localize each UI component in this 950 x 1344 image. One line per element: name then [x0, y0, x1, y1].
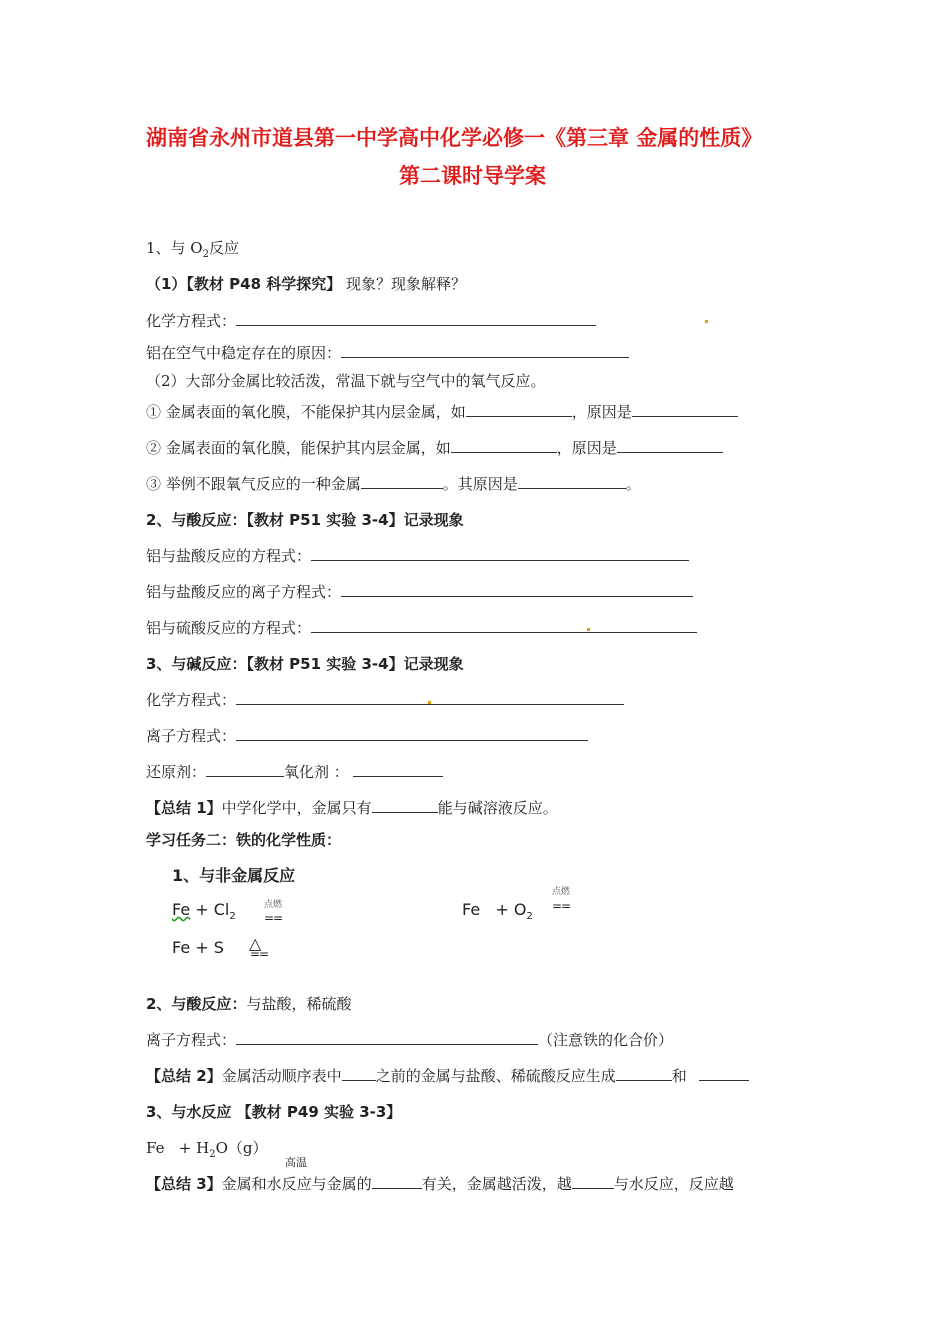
s1-heading — [146, 237, 239, 260]
answer-blank[interactable] — [699, 1066, 749, 1081]
fe-cl2-sub: 2 — [229, 911, 236, 923]
eq-sign-2: == — [552, 899, 571, 913]
s1-item2-b: ，原因是 — [556, 439, 617, 457]
s2-l2 — [146, 581, 693, 602]
s1-item1-a: ① 金属表面的氧化膜，不能保护其内层金属，如 — [146, 403, 466, 421]
fe-h2o-equation — [146, 1137, 267, 1160]
s1-item3-b: 。其原因是 — [442, 475, 518, 493]
s3-l2-label: 离子方程式： — [146, 727, 237, 745]
fe-h2o-fe: Fe — [146, 1139, 165, 1157]
eq-sign-1: == — [264, 911, 283, 925]
ignite-label-1: 点燃 — [264, 900, 283, 910]
answer-blank[interactable] — [311, 618, 697, 633]
s3-l1 — [146, 689, 624, 710]
s1-item3-c: 。 — [625, 475, 641, 493]
s3-l3a-label: 还原剂： — [146, 763, 207, 781]
s1-heading-post: 反应 — [208, 239, 239, 257]
answer-blank[interactable] — [361, 474, 443, 489]
answer-blank[interactable] — [341, 343, 629, 358]
summary3-c: 与水反应，反应越 — [613, 1175, 734, 1193]
s1-eq-row — [146, 310, 596, 331]
s3-l1-label: 化学方程式： — [146, 691, 237, 709]
fe-h2o-sub: 2 — [209, 1149, 216, 1160]
fe-cl2-cl: + Cl — [195, 900, 230, 919]
fe-o2-equation — [462, 900, 533, 922]
task2-sub-heading: 1、与非金属反应 — [172, 866, 296, 885]
s2-l1-label: 铝与盐酸反应的方程式： — [146, 547, 312, 565]
s1-al-stable-label: 铝在空气中稳定存在的原因： — [146, 344, 342, 362]
answer-blank[interactable] — [572, 1174, 614, 1189]
fe-h2o-h: + H — [178, 1139, 210, 1157]
s4-heading-rest: 与盐酸，稀硫酸 — [246, 995, 352, 1013]
s2-l3-label: 铝与硫酸反应的方程式： — [146, 619, 312, 637]
summary1-a: 中学化学中，金属只有 — [221, 799, 372, 817]
s3-l2 — [146, 725, 588, 746]
summary1-tag: 【总结 1】 — [146, 799, 222, 817]
answer-blank[interactable] — [236, 726, 588, 741]
answer-blank[interactable] — [466, 402, 572, 417]
s4-heading — [146, 993, 351, 1014]
answer-blank[interactable] — [341, 582, 693, 597]
s1-heading-pre: 1、与 O — [146, 239, 203, 257]
summary3-b: 有关，金属越活泼，越 — [421, 1175, 572, 1193]
fe-cl2-equation — [172, 900, 236, 922]
answer-blank[interactable] — [353, 762, 443, 777]
fe-o2-fe: Fe — [462, 900, 481, 919]
answer-blank[interactable] — [372, 1174, 422, 1189]
speck-mark — [705, 320, 708, 323]
fe-o2-sub: 2 — [526, 911, 533, 923]
answer-blank[interactable] — [236, 311, 596, 326]
s1-item2 — [146, 437, 723, 458]
answer-blank[interactable] — [372, 798, 438, 813]
fe-o2-o: + O — [495, 900, 527, 919]
s1-item1 — [146, 401, 738, 422]
summary2-tag: 【总结 2】 — [146, 1067, 222, 1085]
eq-sign-3: == — [250, 947, 269, 961]
s1-sub2: （2）大部分金属比较活泼，常温下就与空气中的氧气反应。 — [146, 372, 546, 390]
s2-l2-label: 铝与盐酸反应的离子方程式： — [146, 583, 342, 601]
s4-heading-bold: 2、与酸反应： — [146, 995, 247, 1013]
s1-item3 — [146, 473, 641, 494]
s1-item3-a: ③ 举例不跟氧气反应的一种金属 — [146, 475, 361, 493]
answer-blank[interactable] — [518, 474, 626, 489]
answer-blank[interactable] — [632, 402, 738, 417]
s4-l1-label: 离子方程式： — [146, 1031, 237, 1049]
fe-cl2-fe: Fe — [172, 900, 191, 919]
s3-l3 — [146, 761, 443, 782]
s3-summary1 — [146, 797, 558, 818]
answer-blank[interactable] — [617, 438, 723, 453]
summary3-tag: 【总结 3】 — [146, 1175, 222, 1193]
summary1-b: 能与碱溶液反应。 — [437, 799, 558, 817]
s3-l3b-label: 氧化剂 ： — [284, 763, 349, 781]
s1-al-stable-row — [146, 342, 629, 363]
answer-blank[interactable] — [342, 1066, 376, 1081]
s1-sub1-rest: 现象？现象解释？ — [341, 275, 467, 293]
s5-heading: 3、与水反应 【教材 P49 实验 3-3】 — [146, 1103, 402, 1121]
summary2-a: 金属活动顺序表中 — [221, 1067, 342, 1085]
answer-blank[interactable] — [236, 1030, 538, 1045]
summary3-a: 金属和水反应与金属的 — [221, 1175, 372, 1193]
answer-blank[interactable] — [206, 762, 284, 777]
task2-heading: 学习任务二：铁的化学性质： — [146, 831, 342, 849]
ignite-label-2: 点燃 — [552, 887, 571, 897]
s4-l1-note: （注意铁的化合价） — [538, 1031, 674, 1049]
answer-blank[interactable] — [311, 546, 689, 561]
speck-mark — [587, 628, 590, 631]
speck-mark — [428, 701, 431, 704]
summary2-b: 之前的金属与盐酸、稀硫酸反应生成 — [375, 1067, 616, 1085]
s1-sub1-bold: （1）【教材 P48 科学探究】 — [146, 275, 342, 293]
s1-item1-b: ，原因是 — [571, 403, 632, 421]
s3-heading: 3、与碱反应：【教材 P51 实验 3-4】记录现象 — [146, 655, 464, 673]
s1-sub1 — [146, 273, 466, 294]
s4-summary2 — [146, 1065, 749, 1086]
s2-heading: 2、与酸反应：【教材 P51 实验 3-4】记录现象 — [146, 511, 464, 529]
s5-summary3 — [146, 1173, 734, 1194]
s1-item2-a: ② 金属表面的氧化膜，能保护其内层金属，如 — [146, 439, 451, 457]
heat-triangle-icon: △ — [249, 934, 262, 953]
summary2-c: 和 — [671, 1067, 687, 1085]
answer-blank[interactable] — [451, 438, 557, 453]
page-title-line2: 第二课时导学案 — [399, 164, 546, 188]
s2-l1 — [146, 545, 689, 566]
answer-blank[interactable] — [616, 1066, 672, 1081]
s2-l3 — [146, 617, 697, 638]
high-temp-label: 高温 — [285, 1156, 307, 1169]
s1-eq-label: 化学方程式： — [146, 312, 237, 330]
page-title-line1: 湖南省永州市道县第一中学高中化学必修一《第三章 金属的性质》 — [146, 126, 763, 150]
s1-heading-sub: 2 — [202, 249, 209, 260]
fe-s-equation: Fe + S — [172, 938, 224, 957]
fe-h2o-o: O（g） — [215, 1139, 268, 1157]
s4-l1 — [146, 1029, 673, 1050]
